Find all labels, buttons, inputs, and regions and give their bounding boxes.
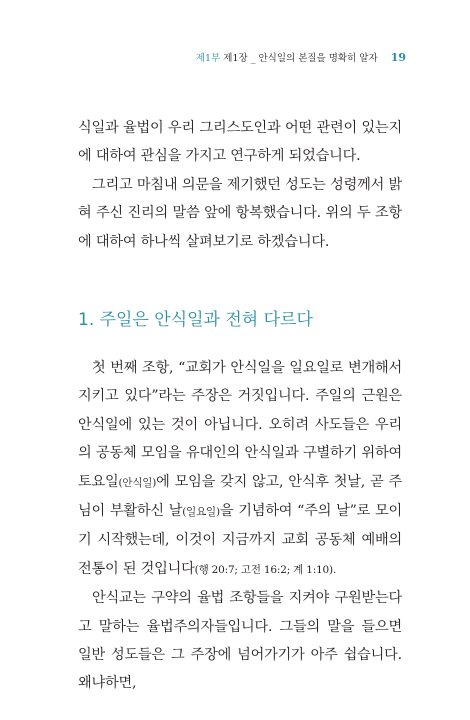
intro-paragraph-2: 그리고 마침내 의문을 제기했던 성도는 성령께서 밝혀 주신 진리의 말씀 앞에 항복했습니다. 위의 두 조항에 대하여 하나씩 살펴보기로 하겠습니다. bbox=[78, 176, 402, 250]
chapter-title: 제1장 _ 안식일의 본질을 명확히 알자 bbox=[223, 53, 378, 64]
section-paragraph-1 bbox=[78, 354, 402, 584]
part-label: 제1부 bbox=[195, 53, 221, 64]
paren-note-saturday: (안식일) bbox=[118, 476, 157, 489]
section-paragraph-2: 안식교는 구약의 율법 조항들을 지켜야 구원받는다고 말하는 율법주의자들입니다. 그들의 말을 들으면 일반 성도들은 그 주장에 넘어가기가 아주 쉽습니다. 왜냐하면, bbox=[78, 590, 402, 692]
running-header bbox=[196, 50, 406, 64]
section-text bbox=[78, 354, 402, 698]
intro-paragraph-1: 식일과 율법이 우리 그리스도인과 어떤 관련이 있는지에 대하여 관심을 가지고 연구하게 되었습니다. bbox=[78, 120, 402, 165]
intro-text bbox=[78, 114, 402, 256]
paren-note-sunday: (일요일) bbox=[182, 506, 220, 519]
scripture-reference: (행 20:7; 고전 16:2; 계 1:10). bbox=[194, 563, 337, 576]
section-paragraph-1-main: 첫 번째 조항, “교회가 안식일을 일요일로 변개해서 지키고 있다”라는 주장은 거짓입니다. 주일의 근원은 안식일에 있는 것이 아닙니다. 오히려 사도들은 우리의 공동체 모임을 유대인의 안식일과 구별하기 위하여 토요일 bbox=[78, 360, 402, 490]
section-paragraph-1-end: 을 기념하여 “주의 날”로 모이기 시작했는데, 이것이 지금까지 교회 공동체 예배의 전통이 된 것입니다 bbox=[78, 503, 403, 577]
section-heading: 1. 주일은 안식일과 전혀 다르다 bbox=[78, 310, 313, 330]
page-number: 19 bbox=[390, 51, 406, 64]
section-paragraph-1-mid: 에 모임을 갖지 않고, 안식후 첫날, 곧 주님이 부활하신 날 bbox=[78, 473, 402, 520]
